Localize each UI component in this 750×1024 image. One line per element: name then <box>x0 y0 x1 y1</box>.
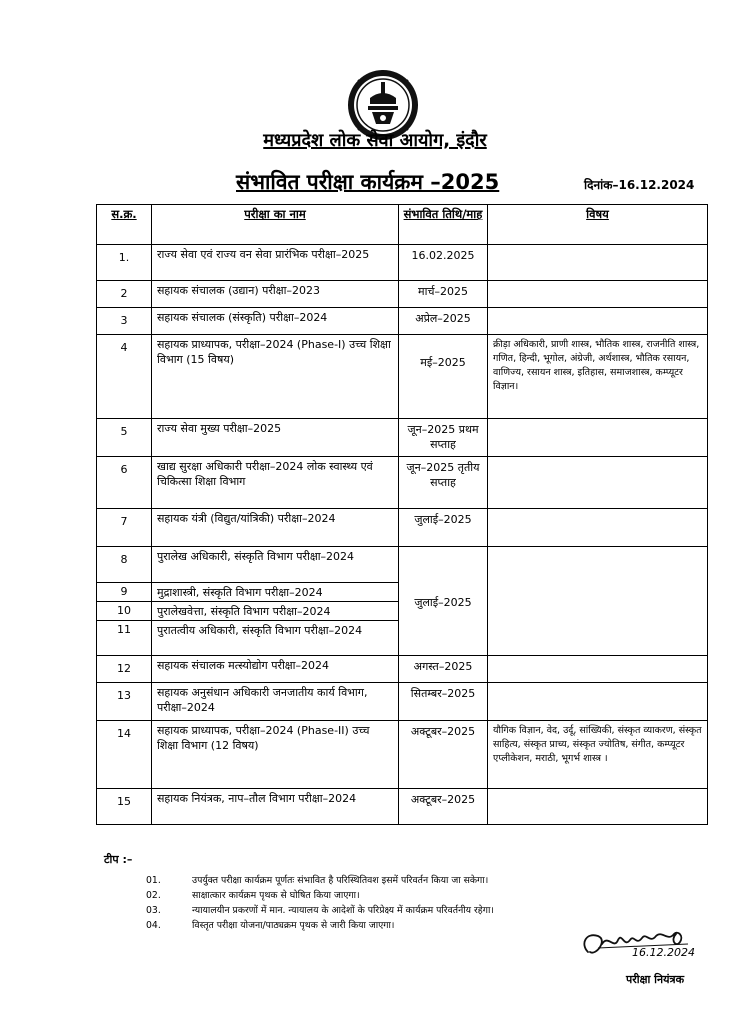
exam-name-cell: सहायक अनुसंधान अधिकारी जनजातीय कार्य विभाग, परीक्षा–2024 <box>152 683 399 721</box>
subjects-cell <box>488 419 708 457</box>
exam-name-cell: पुरालेखवेत्ता, संस्कृति विभाग परीक्षा–2024 <box>152 602 399 621</box>
exam-name-cell: मुद्राशास्त्री, संस्कृति विभाग परीक्षा–2024 <box>152 583 399 602</box>
date-cell: जुलाई–2025 <box>399 547 488 656</box>
note-number: 04. <box>146 920 161 931</box>
date-cell: सितम्बर–2025 <box>399 683 488 721</box>
col-header-serial: स.क्र. <box>97 205 152 245</box>
table-row <box>97 281 708 308</box>
serial-cell: 7 <box>97 509 152 547</box>
note-number: 02. <box>146 890 161 901</box>
col-header-date: संभावित तिथि/माह <box>399 205 488 245</box>
note-item <box>104 888 724 903</box>
serial-cell: 2 <box>97 281 152 308</box>
serial-cell: 11 <box>97 621 152 656</box>
date-cell: मार्च–2025 <box>399 281 488 308</box>
note-text: विस्तृत परीक्षा योजना/पाठ्यक्रम पृथक से जारी किया जाएगा। <box>192 920 395 931</box>
exam-name-cell: पुरातत्वीय अधिकारी, संस्कृति विभाग परीक्षा–2024 <box>152 621 399 656</box>
serial-cell: 12 <box>97 656 152 683</box>
table-row <box>97 683 708 721</box>
date-cell: 16.02.2025 <box>399 245 488 281</box>
exam-name-cell: राज्य सेवा मुख्य परीक्षा–2025 <box>152 419 399 457</box>
note-text: उपर्युक्त परीक्षा कार्यक्रम पूर्णतः संभावित है परिस्थितिवश इसमें परिवर्तन किया जा सकेगा। <box>192 875 489 886</box>
exam-name-cell: सहायक संचालक मत्स्योद्योग परीक्षा–2024 <box>152 656 399 683</box>
exam-name-cell: सहायक नियंत्रक, नाप–तौल विभाग परीक्षा–2024 <box>152 789 399 825</box>
serial-cell: 9 <box>97 583 152 602</box>
exam-name-cell: खाद्य सुरक्षा अधिकारी परीक्षा–2024 लोक स्वास्थ्य एवं चिकित्सा शिक्षा विभाग <box>152 457 399 509</box>
table-row <box>97 721 708 789</box>
exam-name-cell: सहायक संचालक (उद्यान) परीक्षा–2023 <box>152 281 399 308</box>
note-item <box>104 903 724 918</box>
date-cell: अक्टूबर–2025 <box>399 789 488 825</box>
page-title: संभावित परीक्षा कार्यक्रम –2025 <box>236 170 500 194</box>
exam-name-cell: राज्य सेवा एवं राज्य वन सेवा प्रारंभिक परीक्षा–2025 <box>152 245 399 281</box>
exam-name-cell: पुरालेख अधिकारी, संस्कृति विभाग परीक्षा–2024 <box>152 547 399 583</box>
serial-cell: 10 <box>97 602 152 621</box>
notes-section <box>104 852 724 933</box>
col-header-exam-name: परीक्षा का नाम <box>152 205 399 245</box>
exam-name-cell: सहायक प्राध्यापक, परीक्षा–2024 (Phase-II) उच्च शिक्षा विभाग (12 विषय) <box>152 721 399 789</box>
serial-cell: 1. <box>97 245 152 281</box>
subjects-cell <box>488 509 708 547</box>
col-header-subjects: विषय <box>488 205 708 245</box>
subjects-cell <box>488 457 708 509</box>
subjects-cell: क्रीड़ा अधिकारी, प्राणी शास्त्र, भौतिक शास्त्र, राजनीति शास्त्र, गणित, हिन्दी, भूगोल, अंग्रेजी, अर्थशास्त्र, भौतिक रसायन, वाणिज्य, रसायन शास्त्र, इतिहास, समाजशास्त्र, कम्प्यूटर विज्ञान। <box>488 335 708 419</box>
note-text: साक्षात्कार कार्यक्रम पृथक से घोषित किया जाएगा। <box>192 890 360 901</box>
note-item <box>104 873 724 888</box>
date-cell: अप्रेल–2025 <box>399 308 488 335</box>
date-cell: जुलाई–2025 <box>399 509 488 547</box>
serial-cell: 13 <box>97 683 152 721</box>
subjects-cell <box>488 308 708 335</box>
organisation-name: मध्यप्रदेश लोक सेवा आयोग, इंदौर <box>263 130 487 151</box>
serial-cell: 6 <box>97 457 152 509</box>
serial-cell: 3 <box>97 308 152 335</box>
exam-name-cell: सहायक यंत्री (विद्युत/यांत्रिकी) परीक्षा–2024 <box>152 509 399 547</box>
subjects-cell <box>488 281 708 308</box>
table-row <box>97 789 708 825</box>
table-row <box>97 656 708 683</box>
exam-name-cell: सहायक प्राध्यापक, परीक्षा–2024 (Phase-I) उच्च शिक्षा विभाग (15 विषय) <box>152 335 399 419</box>
table-row <box>97 457 708 509</box>
subjects-cell <box>488 245 708 281</box>
table-row <box>97 419 708 457</box>
subjects-cell <box>488 683 708 721</box>
serial-cell: 5 <box>97 419 152 457</box>
issue-date: दिनांक–16.12.2024 <box>584 178 695 192</box>
signatory-designation: परीक्षा नियंत्रक <box>626 973 685 986</box>
table-row <box>97 335 708 419</box>
subjects-cell: यौगिक विज्ञान, वेद, उर्दू, सांख्यिकी, संस्कृत व्याकरण, संस्कृत साहित्य, संस्कृत प्राच्य, संस्कृत ज्योतिष, संगीत, कम्प्यूटर एप्लीकेशन, मराठी, भूगर्भ शास्त्र । <box>488 721 708 789</box>
date-cell: जून–2025 तृतीय सप्ताह <box>399 457 488 509</box>
serial-cell: 14 <box>97 721 152 789</box>
date-cell: मई–2025 <box>399 335 488 419</box>
note-text: न्यायालयीन प्रकरणों में मान. न्यायालय के आदेशों के परिप्रेक्ष्य में कार्यक्रम परिवर्तनीय रहेगा। <box>192 905 494 916</box>
table-row <box>97 509 708 547</box>
table-row <box>97 547 708 583</box>
exam-name-cell: सहायक संचालक (संस्कृति) परीक्षा–2024 <box>152 308 399 335</box>
serial-cell: 8 <box>97 547 152 583</box>
signature-date: 16.12.2024 <box>632 946 695 959</box>
serial-cell: 4 <box>97 335 152 419</box>
exam-schedule-table <box>96 204 708 825</box>
serial-cell: 15 <box>97 789 152 825</box>
subjects-cell <box>488 656 708 683</box>
notes-heading: टीप :– <box>104 853 133 866</box>
note-number: 01. <box>146 875 161 886</box>
subjects-cell <box>488 547 708 656</box>
table-row <box>97 245 708 281</box>
date-cell: अगस्त–2025 <box>399 656 488 683</box>
date-cell: जून–2025 प्रथम सप्ताह <box>399 419 488 457</box>
date-cell: अक्टूबर–2025 <box>399 721 488 789</box>
subjects-cell <box>488 789 708 825</box>
note-number: 03. <box>146 905 161 916</box>
table-row <box>97 308 708 335</box>
